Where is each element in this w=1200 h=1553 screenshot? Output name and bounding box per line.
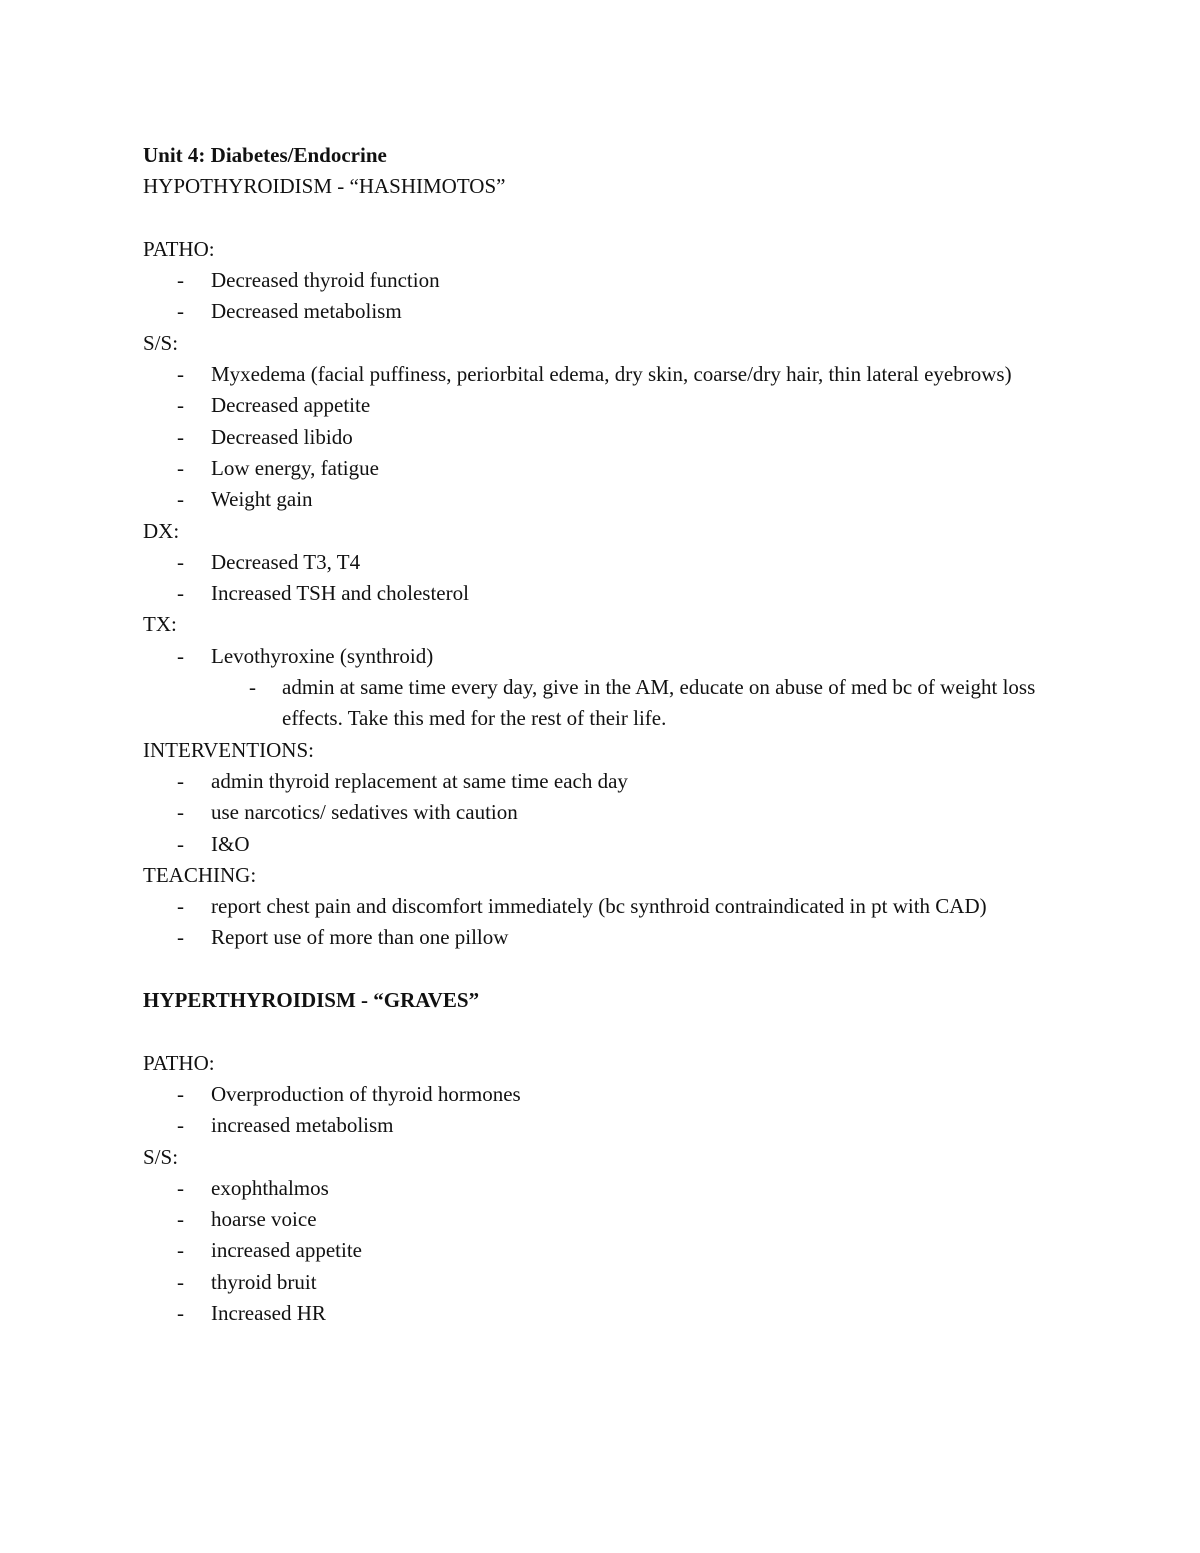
tx-item-text: Levothyroxine (synthroid): [211, 643, 434, 668]
hypo-patho-label: PATHO:: [143, 236, 215, 261]
list-item: - increased metabolism: [211, 1110, 1063, 1141]
list-item: - report chest pain and discomfort immediately (bc synthroid contraindicated in pt with CAD): [211, 891, 1063, 922]
unit-title: Unit 4: Diabetes/Endocrine: [143, 143, 387, 167]
hypo-tx-list: [143, 641, 1063, 735]
list-item: - use narcotics/ sedatives with caution: [211, 797, 1063, 828]
spacer: [143, 203, 1063, 234]
hypo-patho-list: [143, 265, 1063, 328]
list-item: [211, 641, 1063, 735]
hyper-patho-label: PATHO:: [143, 1050, 215, 1075]
list-item: - Decreased thyroid function: [211, 265, 1063, 296]
hypo-teaching-label: TEACHING:: [143, 862, 257, 887]
list-item: - Weight gain: [211, 484, 1063, 515]
hyper-ss-label: S/S:: [143, 1144, 179, 1169]
list-item: - Increased TSH and cholesterol: [211, 578, 1063, 609]
list-item: - exophthalmos: [211, 1173, 1063, 1204]
list-item: - I&O: [211, 829, 1063, 860]
hypo-ss-list: [143, 359, 1063, 515]
hypo-teaching-list: [143, 891, 1063, 954]
hypo-interventions-list: [143, 766, 1063, 860]
list-item: - hoarse voice: [211, 1204, 1063, 1235]
list-item: - Decreased T3, T4: [211, 547, 1063, 578]
list-item: - Decreased libido: [211, 422, 1063, 453]
list-item: - admin thyroid replacement at same time each day: [211, 766, 1063, 797]
hypo-dx-label: DX:: [143, 518, 180, 543]
list-item: - Increased HR: [211, 1298, 1063, 1329]
document-page: [143, 140, 1063, 1329]
list-item: - Decreased metabolism: [211, 296, 1063, 327]
hyperthyroidism-heading: HYPERTHYROIDISM - “GRAVES”: [143, 988, 480, 1013]
list-item: - Report use of more than one pillow: [211, 922, 1063, 953]
hypo-interventions-label: INTERVENTIONS:: [143, 737, 314, 762]
hypo-dx-list: [143, 547, 1063, 610]
hypothyroidism-heading: HYPOTHYROIDISM - “HASHIMOTOS”: [143, 174, 506, 199]
list-item: - thyroid bruit: [211, 1267, 1063, 1298]
hypo-tx-label: TX:: [143, 612, 177, 637]
spacer: [143, 954, 1063, 985]
hypo-ss-label: S/S:: [143, 330, 179, 355]
list-item: - Overproduction of thyroid hormones: [211, 1079, 1063, 1110]
hyper-patho-list: [143, 1079, 1063, 1142]
hyper-ss-list: [143, 1173, 1063, 1329]
list-item: - Low energy, fatigue: [211, 453, 1063, 484]
list-item: - increased appetite: [211, 1235, 1063, 1266]
spacer: [143, 1016, 1063, 1047]
hypo-tx-sublist: [211, 672, 1063, 735]
list-item: - Decreased appetite: [211, 390, 1063, 421]
list-item: - Myxedema (facial puffiness, periorbital edema, dry skin, coarse/dry hair, thin lateral eyebrows): [211, 359, 1063, 390]
sub-list-item: - admin at same time every day, give in the AM, educate on abuse of med bc of weight loss effects. Take this med for the rest of their life.: [282, 672, 1063, 735]
